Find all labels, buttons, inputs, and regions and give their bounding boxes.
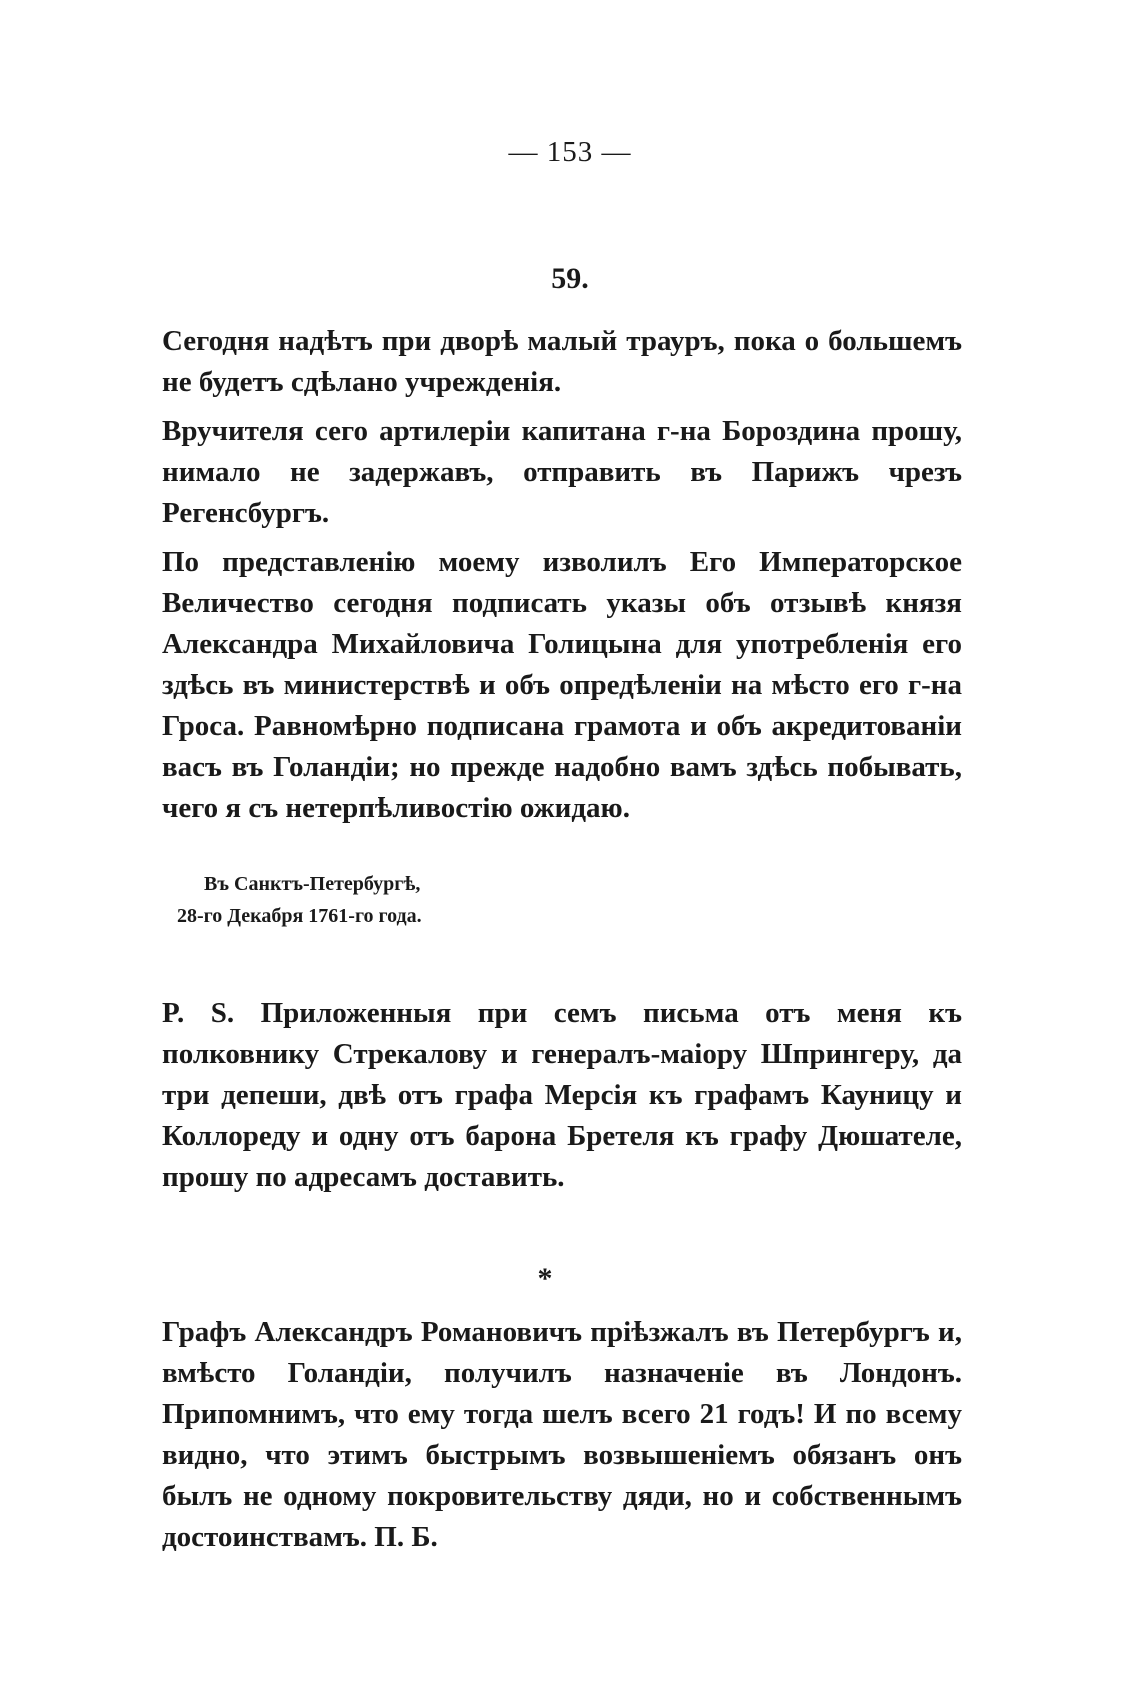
letter-body [162, 321, 962, 837]
letter-paragraph: По представленію моему изволилъ Его Императорское Величество сегодня подписать указы объ отзывѣ князя Александра Михайловича Голицына для употребленія его здѣсь въ министерствѣ и объ опредѣленіи на мѣсто его г-на Гроса. Равномѣрно подписана грамота и объ акредитованіи васъ въ Голандіи; но прежде надобно вамъ здѣсь побывать, чего я съ нетерпѣливостію ожидаю. [162, 546, 962, 824]
page-number: — 153 — [508, 136, 632, 168]
signature-date: 28-го Декабря 1761-го года. [177, 905, 422, 927]
postscript-paragraph: P. S. Приложенныя при семъ письма отъ меня къ полковнику Стрекалову и генералъ-маіору Шпрингеру, да три депеши, двѣ отъ графа Мерсія къ графамъ Кауницу и Коллореду и одну отъ барона Бретеля къ графу Дюшателе, прошу по адресамъ доставить. [162, 997, 962, 1193]
postscript [162, 993, 962, 1206]
letter-number: 59. [551, 262, 589, 295]
editor-note [162, 1312, 962, 1566]
section-separator: * [537, 1262, 553, 1295]
editor-note-paragraph: Графъ Александръ Романовичъ пріѣзжалъ въ Петербургъ и, вмѣсто Голандіи, получилъ назначеніе въ Лондонъ. Припомнимъ, что ему тогда шелъ всего 21 годъ! И по всему видно, что этимъ быстрымъ возвышеніемъ обязанъ онъ былъ не одному покровительству дяди, но и собственнымъ достоинствамъ. П. Б. [162, 1316, 962, 1553]
signature-place: Въ Санктъ-Петербургѣ, [204, 873, 421, 895]
letter-paragraph: Сегодня надѣтъ при дворѣ малый трауръ, пока о большемъ не будетъ сдѣлано учрежденія. [162, 325, 962, 398]
letter-paragraph: Вручителя сего артилеріи капитана г-на Бороздина прошу, нимало не задержавъ, отправить въ Парижъ чрезъ Регенсбургъ. [162, 415, 962, 529]
